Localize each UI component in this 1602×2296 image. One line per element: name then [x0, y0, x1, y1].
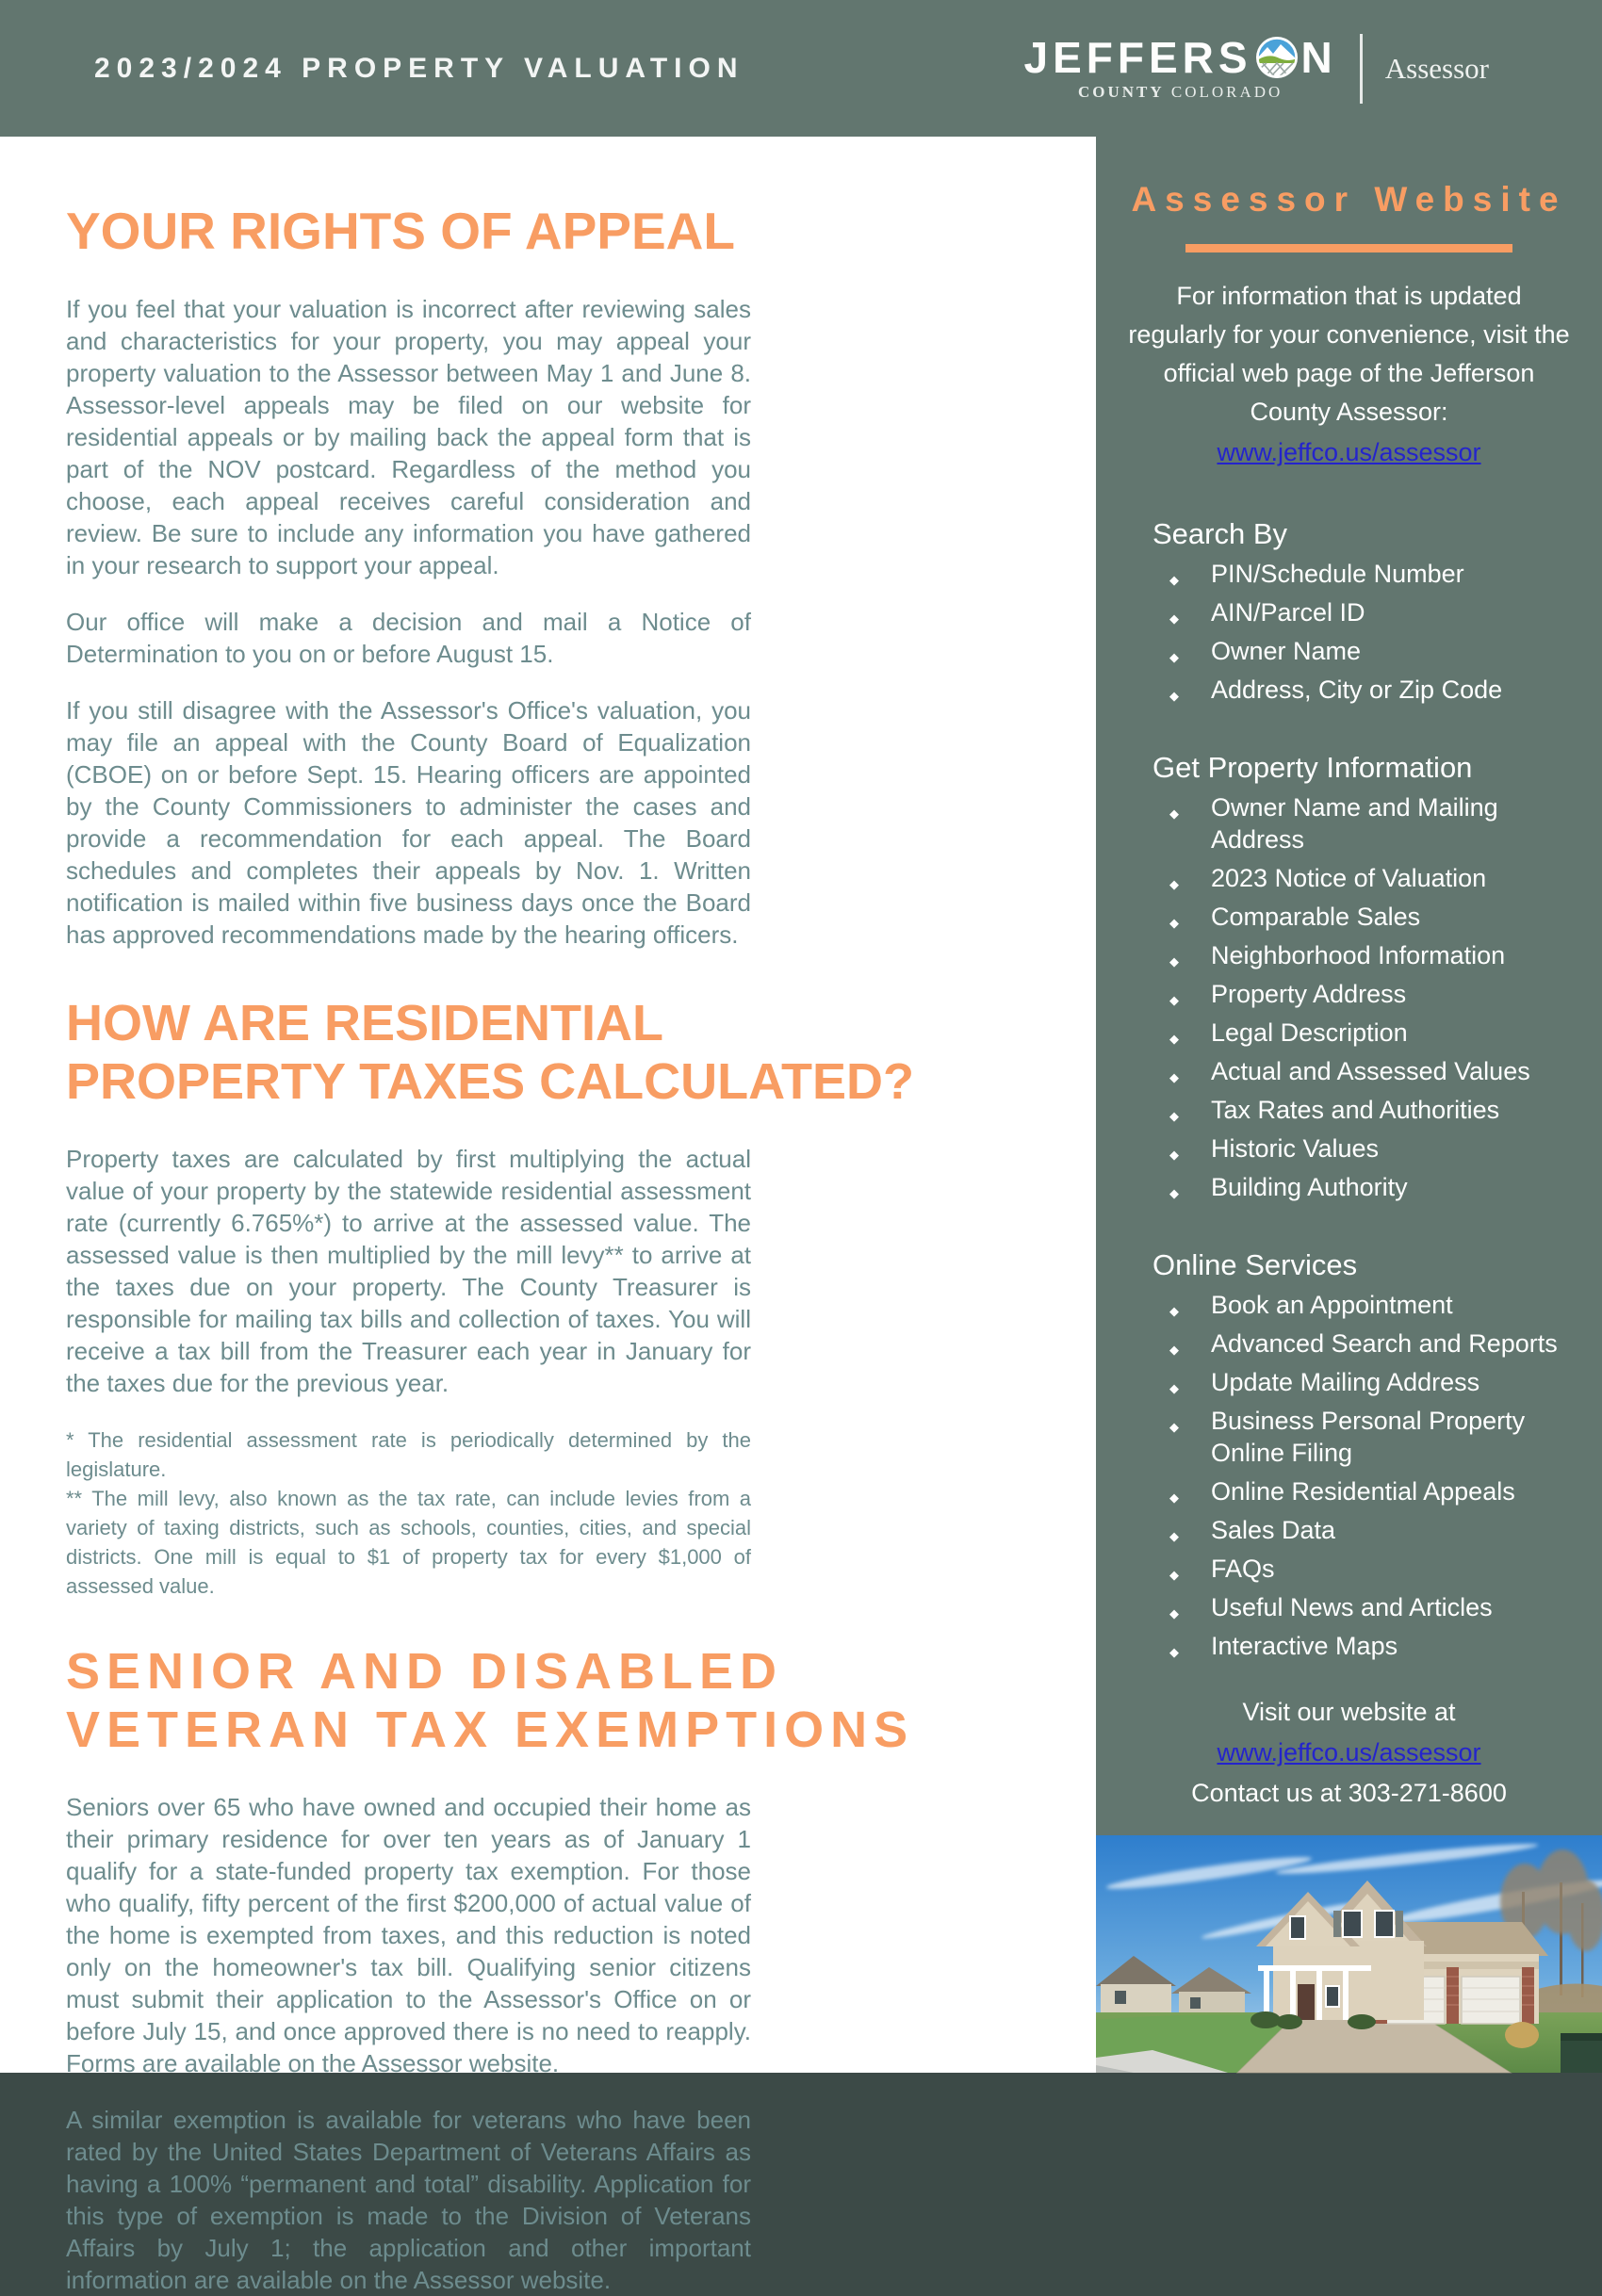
list-item-label: Update Mailing Address: [1211, 1368, 1480, 1396]
list-item-label: Historic Values: [1211, 1134, 1380, 1163]
sidebar-intro-text: For information that is updated regularly for your convenience, visit the official web page of the Jefferson County Assessor:: [1128, 282, 1570, 426]
diamond-bullet-icon: ◆: [1169, 1490, 1179, 1505]
diamond-bullet-icon: ◆: [1169, 689, 1179, 703]
list-item: [1152, 1630, 1577, 1662]
footnote: ** The mill levy, also known as the tax rate, can include levies from a variety of taxing districts, such as schools, counties, cities, and special districts. One mill is equal to $1 of property tax for every $1,000 of assessed value.: [66, 1487, 751, 1598]
diamond-bullet-icon: ◆: [1169, 1304, 1179, 1318]
logo-subtitle-colorado: COLORADO: [1170, 82, 1283, 101]
list-item-label: Owner Name and Mailing Address: [1211, 793, 1498, 854]
list-item-label: Comparable Sales: [1211, 903, 1421, 931]
list-item: [1152, 1591, 1577, 1623]
list-item-label: Business Personal Property Online Filing: [1211, 1407, 1526, 1467]
group-heading: Online Services: [1152, 1248, 1358, 1281]
diamond-bullet-icon: ◆: [1169, 1109, 1179, 1123]
paragraph: Property taxes are calculated by first multiplying the actual value of your property by the statewide residential assessment rate (currently 6.765%*) to arrive at the assessed value. The assessed value is then multiplied by the mill levy** to arrive at the taxes due on your property. The County Treasurer is responsible for mailing tax bills and collection of taxes. You will receive a tax bill from the Treasurer each year in January for the taxes due for the previous year.: [66, 1145, 751, 1397]
logo-word-left: JEFFERS: [1023, 32, 1252, 82]
logo-division-label: Assessor: [1384, 51, 1489, 85]
list-item-label: Address, City or Zip Code: [1211, 676, 1503, 704]
diamond-bullet-icon: ◆: [1169, 650, 1179, 664]
list-item-label: Interactive Maps: [1211, 1632, 1398, 1660]
logo-subtitle-county: COUNTY: [1077, 82, 1165, 101]
list-item-label: Advanced Search and Reports: [1211, 1329, 1558, 1358]
paragraph: If you still disagree with the Assessor's Office's valuation, you may file an appeal with the County Board of Equalization (CBOE) on or before Sept. 15. Hearing officers are appointed by the County Commissioners to administer the cases and provide a recommendation for each appeal. The Board schedules and completes their appeals by Nov. 1. Written notification is mailed within five business days once the Board has approved recommendations made by the hearing officers.: [66, 696, 751, 949]
sidebar: [1096, 137, 1602, 2073]
diamond-bullet-icon: ◆: [1169, 611, 1179, 626]
list-item: [1152, 558, 1577, 590]
list-item-label: Book an Appointment: [1211, 1291, 1453, 1319]
list-item: [1152, 596, 1577, 628]
paragraph: Seniors over 65 who have owned and occupied their home as their primary residence for over ten years as of January 1 qualify for a state-funded property tax exemption. For those who qualify, fifty percent of the first $200,000 of actual value of the home is exempted from taxes, and this reduction is noted only on the homeowner's tax bill. Qualifying senior citizens must submit their application to the Assessor's Office on or before July 15, and once approved there is no need to reapply. Forms are available on the Assessor website.: [66, 1793, 751, 2077]
list-item: [1152, 1514, 1577, 1546]
list-item: [1152, 1017, 1577, 1049]
paragraph: Our office will make a decision and mail a Notice of Determination to you on or before August 15.: [66, 608, 751, 668]
assessor-website-link[interactable]: www.jeffco.us/assessor: [1217, 438, 1481, 466]
diamond-bullet-icon: ◆: [1169, 877, 1179, 891]
sidebar-title: Assessor Website: [1131, 180, 1567, 219]
paragraph: If you feel that your valuation is incorrect after reviewing sales and characteristics for your property, you may appeal your property valuation to the Assessor between May 1 and June 8. Assessor-level appeals may be filed on our website for residential appeals or by mailing back the appeal form that is part of the NOV postcard. Regardless of the method you choose, each appeal receives careful consideration and review. Be sure to include any information you have gathered in your research to support your appeal.: [66, 295, 751, 579]
diamond-bullet-icon: ◆: [1169, 916, 1179, 930]
list-item: [1152, 1327, 1577, 1360]
diamond-bullet-icon: ◆: [1169, 806, 1179, 821]
logo-word: [1023, 32, 1337, 82]
list-item: [1152, 674, 1577, 706]
diamond-bullet-icon: ◆: [1169, 1645, 1179, 1659]
list-item: [1152, 1055, 1577, 1087]
house-photo: [1096, 1835, 1602, 2073]
list-item: [1152, 901, 1577, 933]
main-content: [0, 137, 1096, 2294]
list-item: [1152, 1475, 1577, 1507]
jefferson-county-logo: [1023, 34, 1489, 104]
list-item-label: Neighborhood Information: [1211, 941, 1506, 969]
sidebar-title-underline: [1185, 244, 1512, 252]
diamond-bullet-icon: ◆: [1169, 1148, 1179, 1162]
footer-line1: Visit our website at: [1242, 1698, 1456, 1726]
property-information-list: [1152, 791, 1577, 1203]
diamond-bullet-icon: ◆: [1169, 1606, 1179, 1620]
diamond-bullet-icon: ◆: [1169, 1343, 1179, 1357]
logo-word-right: N: [1300, 32, 1337, 82]
list-item: [1152, 1289, 1577, 1321]
list-item-label: Building Authority: [1211, 1173, 1408, 1201]
mountain-circle-icon: [1255, 36, 1299, 79]
group-heading: Search By: [1152, 517, 1288, 550]
list-item-label: Property Address: [1211, 980, 1407, 1008]
list-item: [1152, 939, 1577, 971]
heading-line: HOW ARE RESIDENTIAL: [66, 995, 663, 1051]
list-item-label: PIN/Schedule Number: [1211, 560, 1464, 588]
list-item: [1152, 862, 1577, 894]
online-services-list: [1152, 1289, 1577, 1662]
list-item: [1152, 1366, 1577, 1398]
header-bar: [0, 0, 1602, 137]
list-item: [1152, 1553, 1577, 1585]
heading-line: SENIOR AND DISABLED: [66, 1643, 784, 1700]
list-item: [1152, 1094, 1577, 1126]
paragraph: A similar exemption is available for veterans who have been rated by the United States Department of Veterans Affairs as having a 100% “permanent and total” disability. Application for this type of exemption is made to the Division of Veterans Affairs by July 1; the application and other important information are available on the Assessor website.: [66, 2106, 751, 2294]
diamond-bullet-icon: ◆: [1169, 1381, 1179, 1395]
page-title: 2023/2024 PROPERTY VALUATION: [94, 52, 744, 84]
list-item: [1152, 1132, 1577, 1164]
footnote: * The residential assessment rate is periodically determined by the legislature.: [66, 1428, 751, 1481]
logo-subtitle: [1078, 83, 1283, 102]
list-item-label: Online Residential Appeals: [1211, 1477, 1515, 1506]
assessor-website-link-footer[interactable]: www.jeffco.us/assessor: [1217, 1738, 1481, 1767]
sidebar-footer: [1096, 1692, 1602, 1814]
list-item-label: Actual and Assessed Values: [1211, 1057, 1530, 1085]
diamond-bullet-icon: ◆: [1169, 1032, 1179, 1046]
list-item-label: Legal Description: [1211, 1018, 1408, 1047]
diamond-bullet-icon: ◆: [1169, 1070, 1179, 1084]
list-item: [1152, 635, 1577, 667]
search-by-list: [1152, 558, 1577, 706]
list-item: [1152, 1405, 1577, 1469]
list-item-label: Useful News and Articles: [1211, 1593, 1493, 1621]
diamond-bullet-icon: ◆: [1169, 993, 1179, 1007]
sidebar-intro: [1128, 277, 1571, 472]
heading-line: PROPERTY TAXES CALCULATED?: [66, 1053, 915, 1110]
list-item: [1152, 1171, 1577, 1203]
section-heading-property-taxes: [66, 994, 1096, 1111]
diamond-bullet-icon: ◆: [1169, 1420, 1179, 1434]
footer-contact: Contact us at 303-271-8600: [1191, 1779, 1507, 1807]
list-item-label: FAQs: [1211, 1555, 1275, 1583]
list-item-label: Tax Rates and Authorities: [1211, 1096, 1500, 1124]
list-item-label: Owner Name: [1211, 637, 1362, 665]
logo-wordmark: [1023, 32, 1337, 102]
diamond-bullet-icon: ◆: [1169, 954, 1179, 969]
sidebar-group-search-by: [1096, 517, 1602, 706]
sidebar-group-property-information: [1096, 751, 1602, 1203]
list-item-label: Sales Data: [1211, 1516, 1336, 1544]
sidebar-group-online-services: [1096, 1248, 1602, 1662]
list-item: [1152, 978, 1577, 1010]
group-heading: Get Property Information: [1152, 751, 1473, 784]
section-heading-exemptions: [66, 1642, 1096, 1759]
list-item: [1152, 791, 1577, 855]
heading-line: VETERAN TAX EXEMPTIONS: [66, 1702, 915, 1758]
section-heading-rights-of-appeal: YOUR RIGHTS OF APPEAL: [66, 202, 735, 260]
diamond-bullet-icon: ◆: [1169, 1529, 1179, 1543]
list-item-label: AIN/Parcel ID: [1211, 598, 1365, 627]
diamond-bullet-icon: ◆: [1169, 1186, 1179, 1200]
diamond-bullet-icon: ◆: [1169, 1568, 1179, 1582]
logo-divider: [1360, 34, 1363, 104]
diamond-bullet-icon: ◆: [1169, 573, 1179, 587]
list-item-label: 2023 Notice of Valuation: [1211, 864, 1487, 892]
